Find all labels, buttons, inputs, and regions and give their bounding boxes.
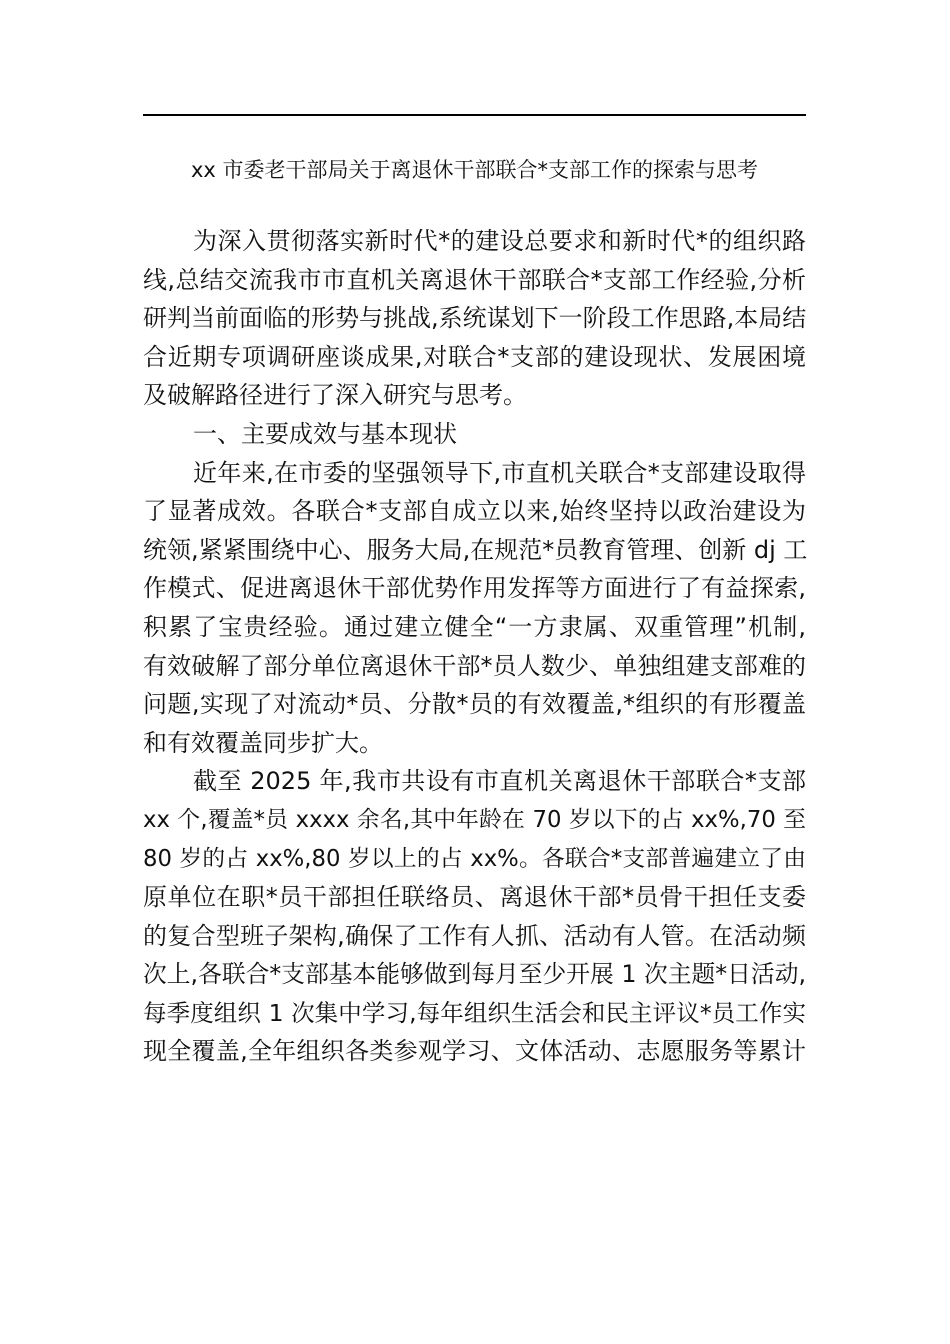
text-line: 近年来,在市委的坚强领导下,市直机关联合*支部建设取得 bbox=[193, 458, 806, 487]
text-line: 80 岁的占 xx%,80 岁以上的占 xx%。各联合*支部普遍建立了由 bbox=[143, 845, 806, 872]
text-line: 次上,各联合*支部基本能够做到每月至少开展 1 次主题*日活动, bbox=[143, 960, 806, 989]
document-title: xx 市委老干部局关于离退休干部联合*支部工作的探索与思考 bbox=[190, 158, 759, 182]
paragraph-statistics bbox=[143, 762, 806, 1071]
text-line: 线,总结交流我市市直机关离退休干部联合*支部工作经验,分析 bbox=[143, 265, 806, 294]
text-line: 及破解路径进行了深入研究与思考。 bbox=[143, 381, 527, 410]
document-body bbox=[143, 222, 806, 1071]
text-line: 问题,实现了对流动*员、分散*员的有效覆盖,*组织的有形覆盖 bbox=[143, 690, 806, 719]
text-line: 作模式、促进离退休干部优势作用发挥等方面进行了有益探索, bbox=[143, 574, 806, 603]
text-line: 有效破解了部分单位离退休干部*员人数少、单独组建支部难的 bbox=[143, 651, 806, 680]
header-rule bbox=[143, 114, 806, 116]
section-heading: 一、主要成效与基本现状 bbox=[193, 419, 457, 448]
text-line: 截至 2025 年,我市共设有市直机关离退休干部联合*支部 bbox=[193, 767, 806, 796]
text-line: 积累了宝贵经验。通过建立健全“一方隶属、双重管理”机制, bbox=[143, 612, 806, 641]
paragraph-achievements bbox=[143, 454, 806, 763]
text-line: 了显著成效。各联合*支部自成立以来,始终坚持以政治建设为 bbox=[143, 497, 806, 526]
text-line: 合近期专项调研座谈成果,对联合*支部的建设现状、发展困境 bbox=[143, 342, 806, 371]
text-line: 现全覆盖,全年组织各类参观学习、文体活动、志愿服务等累计 bbox=[143, 1037, 806, 1066]
text-line: 每季度组织 1 次集中学习,每年组织生活会和民主评议*员工作实 bbox=[143, 998, 806, 1027]
text-line: 的复合型班子架构,确保了工作有人抓、活动有人管。在活动频 bbox=[143, 921, 806, 950]
text-line: 原单位在职*员干部担任联络员、离退休干部*员骨干担任支委 bbox=[143, 883, 806, 912]
text-line: 和有效覆盖同步扩大。 bbox=[143, 728, 383, 757]
text-line: 为深入贯彻落实新时代*的建设总要求和新时代*的组织路 bbox=[193, 227, 806, 255]
text-line: 统领,紧紧围绕中心、服务大局,在规范*员教育管理、创新 dj 工 bbox=[143, 535, 808, 564]
text-line: xx 个,覆盖*员 xxxx 余名,其中年龄在 70 岁以下的占 xx%,70 至 bbox=[143, 806, 806, 833]
text-line: 研判当前面临的形势与挑战,系统谋划下一阶段工作思路,本局结 bbox=[143, 304, 807, 333]
paragraph-intro bbox=[143, 222, 806, 415]
